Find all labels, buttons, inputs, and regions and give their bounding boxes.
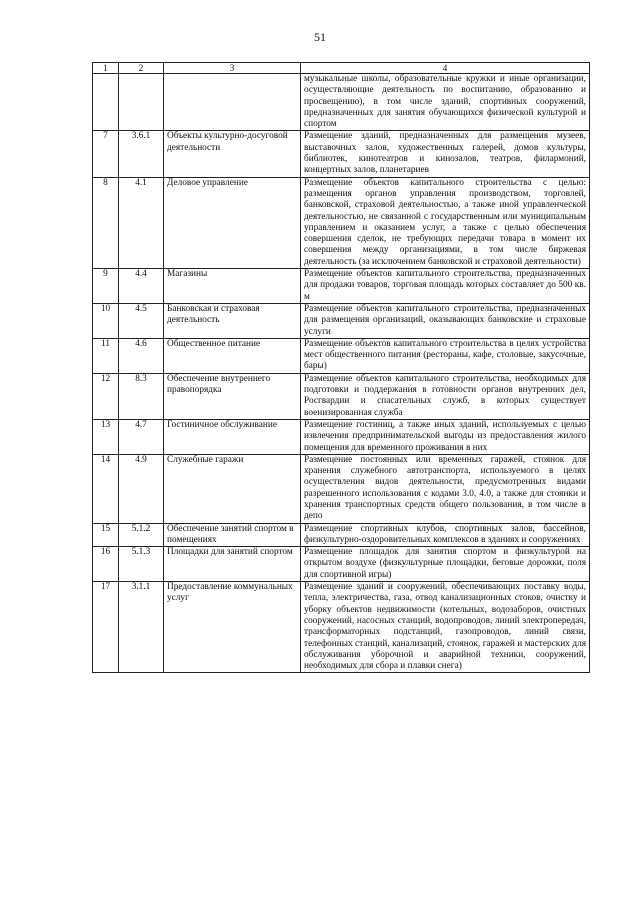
row-number: 17 (93, 582, 119, 673)
row-use-name: Служебные гаражи (164, 454, 301, 523)
row-number: 10 (93, 303, 119, 338)
row-use-name: Обеспечение внутреннего правопорядка (164, 373, 301, 419)
row-code: 4.7 (119, 419, 164, 454)
page-number: 51 (314, 30, 326, 44)
row-use-name: Банковская и страховая деятельность (164, 303, 301, 338)
table-row (93, 338, 590, 373)
row-code (119, 74, 164, 131)
table-header-row (93, 63, 590, 74)
table-row (93, 419, 590, 454)
table-body (93, 74, 590, 673)
land-use-table (92, 62, 590, 673)
row-description: Размещение гостиниц, а также иных зданий, используемых с целью извлечения предпринимательской выгоды из предоставления жилого помещения для временного проживания в них (301, 419, 590, 454)
row-code: 4.5 (119, 303, 164, 338)
header-col-4: 4 (301, 63, 590, 74)
row-code: 5.1.2 (119, 523, 164, 547)
table-row (93, 454, 590, 523)
row-description: Размещение объектов капитального строительства с целью: размещения органов управления производством, торговлей, банковской, страховой деятельностью, а также иной управленческой деятельностью, не связанной с государственным или муниципальным управлением и оказанием услуг, а также с целью обеспечения совершения сделок, не требующих передачи товара в момент их совершения между организациями, в том числе биржевая деятельность (за исключением банковской и страховой деятельности) (301, 177, 590, 268)
table-row (93, 303, 590, 338)
row-use-name: Объекты культурно-досуговой деятельности (164, 131, 301, 177)
table-row (93, 269, 590, 304)
row-description: Размещение площадок для занятия спортом и физкультурой на открытом воздухе (физкультурные площадки, беговые дорожки, поля для спортивной игры) (301, 547, 590, 582)
row-number: 7 (93, 131, 119, 177)
table-row (93, 373, 590, 419)
row-code: 3.1.1 (119, 582, 164, 673)
row-description: Размещение зданий и сооружений, обеспечивающих поставку воды, тепла, электричества, газа, отвод канализационных стоков, очистку и уборку объектов недвижимости (котельных, водозаборов, очистных сооружений, насосных станций, водопроводов, линий электропередач, трансформаторных подстанций, газопроводов, линий связи, телефонных станций, канализаций, стоянок, гаражей и мастерских для обслуживания уборочной и аварийной техники, сооружений, необходимых для сбора и плавки снега) (301, 582, 590, 673)
row-code: 4.6 (119, 338, 164, 373)
row-description: Размещение объектов капитального строительства, предназначенных для продажи товаров, торговая площадь которых составляет до 500 кв. м (301, 269, 590, 304)
row-use-name: Предоставление коммунальных услуг (164, 582, 301, 673)
row-code: 3.6.1 (119, 131, 164, 177)
row-use-name: Обеспечение занятий спортом в помещениях (164, 523, 301, 547)
row-code: 4.4 (119, 269, 164, 304)
row-code: 4.1 (119, 177, 164, 268)
row-description: Размещение постоянных или временных гаражей, стоянок для хранения служебного автотранспорта, используемого в целях осуществления видов деятельности, предусмотренных видами разрешенного использования с кодами 3.0, 4.0, а также для стоянки и хранения транспортных средств общего пользования, в том числе в депо (301, 454, 590, 523)
row-number: 8 (93, 177, 119, 268)
table-row (93, 523, 590, 547)
row-description: музыкальные школы, образовательные кружки и иные организации, осуществляющие деятельность по воспитанию, образованию и просвещению), в том числе зданий, спортивных сооружений, предназначенных для занятия обучающихся физической культурой и спортом (301, 74, 590, 131)
row-use-name: Общественное питание (164, 338, 301, 373)
row-number: 9 (93, 269, 119, 304)
table-row (93, 547, 590, 582)
row-use-name: Гостиничное обслуживание (164, 419, 301, 454)
row-description: Размещение объектов капитального строительства, необходимых для подготовки и поддержания в готовности органов внутренних дел, Росгвардии и спасательных служб, в которых существует военизированная служба (301, 373, 590, 419)
header-col-2: 2 (119, 63, 164, 74)
row-number: 11 (93, 338, 119, 373)
table-row (93, 74, 590, 131)
row-number: 13 (93, 419, 119, 454)
table-row (93, 131, 590, 177)
row-use-name: Магазины (164, 269, 301, 304)
row-use-name: Площадки для занятий спортом (164, 547, 301, 582)
row-number: 16 (93, 547, 119, 582)
row-use-name: Деловое управление (164, 177, 301, 268)
table-row (93, 582, 590, 673)
row-number (93, 74, 119, 131)
row-use-name (164, 74, 301, 131)
row-description: Размещение зданий, предназначенных для размещения музеев, выставочных залов, художественных галерей, домов культуры, библиотек, кинотеатров и кинозалов, театров, филармоний, концертных залов, планетариев (301, 131, 590, 177)
row-description: Размещение объектов капитального строительства в целях устройства мест общественного питания (рестораны, кафе, столовые, закусочные, бары) (301, 338, 590, 373)
table-row (93, 177, 590, 268)
row-number: 14 (93, 454, 119, 523)
header-col-1: 1 (93, 63, 119, 74)
row-number: 12 (93, 373, 119, 419)
row-code: 4.9 (119, 454, 164, 523)
header-col-3: 3 (164, 63, 301, 74)
row-description: Размещение объектов капитального строительства, предназначенных для размещения организаций, оказывающих банковские и страховые услуги (301, 303, 590, 338)
row-code: 8.3 (119, 373, 164, 419)
row-code: 5.1.3 (119, 547, 164, 582)
row-number: 15 (93, 523, 119, 547)
row-description: Размещение спортивных клубов, спортивных залов, бассейнов, физкультурно-оздоровительных комплексов в зданиях и сооружениях (301, 523, 590, 547)
